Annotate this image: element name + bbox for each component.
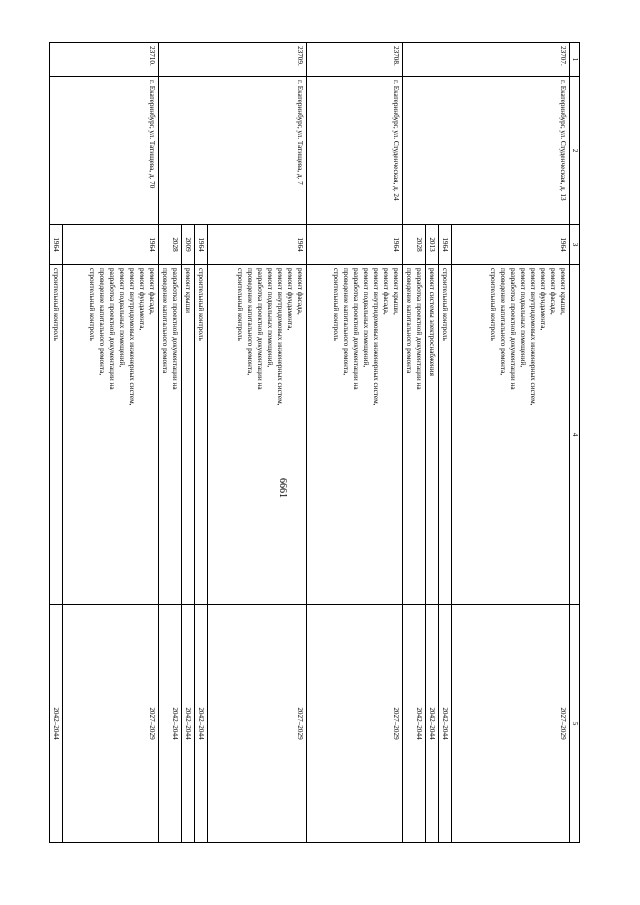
entry-works (208, 265, 307, 605)
work-line: ремонт внутридомовых инженерных систем, (372, 268, 380, 406)
repair-schedule-table (49, 42, 580, 843)
work-line: проведение капитального ремонта (161, 268, 169, 374)
entry-works (439, 265, 452, 605)
entry-works (452, 265, 570, 605)
header-col-2: 2 (570, 77, 580, 225)
entry-address: г. Екатеринбург, ул. Студенческая, д. 24 (307, 77, 403, 225)
entry-address: г. Екатеринбург, ул. Татищева, д. 7 (159, 77, 307, 225)
entry-year: 2028 (159, 225, 182, 265)
work-line: ремонт фасада, (296, 268, 304, 315)
entry-works (307, 265, 403, 605)
entry-works (50, 265, 63, 605)
entry-period: 2027–2029 (63, 605, 159, 843)
work-line: ремонт крыши, (392, 268, 400, 315)
entry-works (182, 265, 195, 605)
entry-period: 2042–2044 (403, 605, 426, 843)
entry-year: 2028 (403, 225, 426, 265)
entry-address: г. Екатеринбург, ул. Студенческая, д. 13 (403, 77, 570, 225)
header-row (570, 43, 580, 843)
work-line: строительный контроль (441, 268, 449, 341)
work-line: ремонт фасада, (148, 268, 156, 315)
work-line: ремонт подвальных помещений, (519, 268, 527, 368)
work-line: ремонт фасада, (549, 268, 557, 315)
work-line: строительный контроль (88, 268, 96, 341)
entry-works (403, 265, 426, 605)
entry-year: 2013 (426, 225, 439, 265)
work-line: строительный контроль (197, 268, 205, 341)
work-line: ремонт фасада, (382, 268, 390, 315)
entry-year: 2009 (182, 225, 195, 265)
work-line: строительный контроль (489, 268, 497, 341)
entry-works (159, 265, 182, 605)
entry-period: 2042–2044 (426, 605, 439, 843)
entry-period: 2042–2044 (50, 605, 63, 843)
work-line: проведение капитального ремонта, (499, 268, 507, 376)
work-line: строительный контроль (332, 268, 340, 341)
work-line: разработка проектной документации на (108, 268, 116, 390)
entry-number: 23707. (403, 43, 570, 77)
entry-number: 23708. (307, 43, 403, 77)
entry-year: 1964 (452, 225, 570, 265)
entry-period: 2042–2044 (159, 605, 182, 843)
work-line: ремонт подвальных помещений, (362, 268, 370, 368)
work-line: проведение капитального ремонта (405, 268, 413, 374)
entry-year: 1964 (208, 225, 307, 265)
entry-address: г. Екатеринбург, ул. Татищева, д. 70 (50, 77, 159, 225)
table-row (307, 43, 403, 843)
work-line: разработка проектной документации на (171, 268, 179, 390)
entry-period: 2042–2044 (182, 605, 195, 843)
work-line: ремонт фундамента, (286, 268, 294, 331)
page-number: 6661 (277, 478, 288, 498)
work-line: ремонт подвальных помещений, (118, 268, 126, 368)
work-line: разработка проектной документации на (352, 268, 360, 390)
work-line: ремонт крыши (184, 268, 192, 314)
entry-number: 23709. (159, 43, 307, 77)
entry-period: 2027–2029 (307, 605, 403, 843)
work-line: проведение капитального ремонта, (246, 268, 254, 376)
entry-year: 1964 (439, 225, 452, 265)
work-line: разработка проектной документации на (415, 268, 423, 390)
work-line: ремонт внутридомовых инженерных систем, (128, 268, 136, 406)
entry-number: 23710. (50, 43, 159, 77)
work-line: ремонт внутридомовых инженерных систем, (529, 268, 537, 406)
table-row (63, 43, 159, 843)
header-col-4: 4 (570, 265, 580, 605)
table-row (208, 43, 307, 843)
entry-works (195, 265, 208, 605)
entry-year: 1964 (63, 225, 159, 265)
work-line: строительный контроль (52, 268, 60, 341)
entry-works (426, 265, 439, 605)
work-line: ремонт фундамента, (539, 268, 547, 331)
entry-year: 1964 (195, 225, 208, 265)
work-line: ремонт фундамента, (138, 268, 146, 331)
table-row (452, 43, 570, 843)
rotated-table-wrapper (52, 42, 580, 842)
header-col-3: 3 (570, 225, 580, 265)
header-col-1: 1 (570, 43, 580, 77)
work-line: разработка проектной документации на (256, 268, 264, 390)
entry-period: 2042–2044 (195, 605, 208, 843)
work-line: разработка проектной документации на (509, 268, 517, 390)
entry-year: 1964 (50, 225, 63, 265)
work-line: проведение капитального ремонта, (98, 268, 106, 376)
header-col-5: 5 (570, 605, 580, 843)
work-line: строительный контроль (236, 268, 244, 341)
entry-period: 2042–2044 (439, 605, 452, 843)
work-line: ремонт системы электроснабжения (428, 268, 436, 376)
entry-period: 2027–2029 (452, 605, 570, 843)
entry-period: 2027–2029 (208, 605, 307, 843)
entry-works (63, 265, 159, 605)
work-line: ремонт крыши, (559, 268, 567, 315)
work-line: проведение капитального ремонта, (342, 268, 350, 376)
work-line: ремонт подвальных помещений, (266, 268, 274, 368)
work-line: ремонт внутридомовых инженерных систем, (276, 268, 284, 406)
entry-year: 1964 (307, 225, 403, 265)
